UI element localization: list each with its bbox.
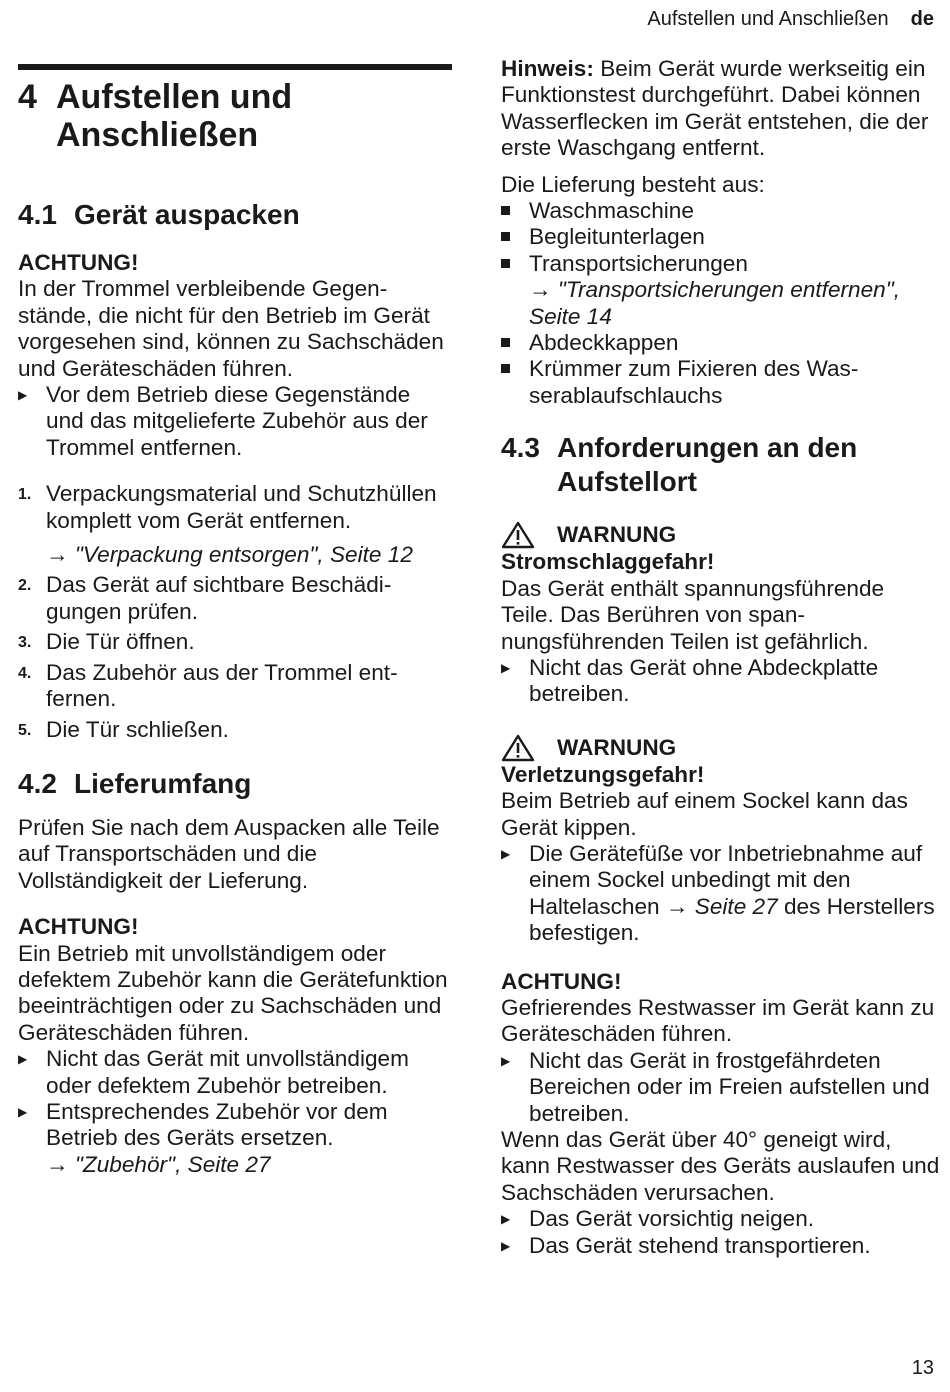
warning-triangle-icon <box>501 521 535 549</box>
list-item-text: Krümmer zum Fixieren des Wasserablaufschlauchs <box>529 356 859 408</box>
step-text: Die Tür schließen. <box>46 716 229 742</box>
step-item <box>18 572 452 625</box>
section-title: Lieferumfang <box>74 767 252 799</box>
hint-label: Hinweis: <box>501 56 594 81</box>
caution-text: In der Trommel verbleibende Gegenstände, die nicht für den Betrieb im Gerät vorgesehen sind, können zu Sachschäden und Geräteschäden führen. <box>18 276 444 381</box>
list-item <box>501 330 941 356</box>
section-title-line1: Anforderungen an den <box>557 432 858 464</box>
hint-text: Beim Gerät wurde werkseitig ein Funktionstest durchgeführt. Dabei können Wasserflecken im Gerät entstehen, die der erste Waschgang entfernt. <box>501 56 929 161</box>
bullet-square-icon <box>501 330 529 356</box>
caution-action <box>18 1046 452 1099</box>
caution-action <box>18 1099 452 1178</box>
list-item <box>501 198 941 224</box>
list-item <box>501 224 941 250</box>
delivery-list <box>501 198 941 409</box>
section-title <box>557 431 857 499</box>
chapter-number: 4 <box>18 78 37 116</box>
warning-text: Das Gerät enthält spannungsführende Teile. Das Berühren von spannungsführenden Teilen ist gefährlich. <box>501 575 885 654</box>
step-item <box>18 629 452 655</box>
action-arrow-icon: ▶ <box>18 1052 28 1067</box>
action-text: Das Gerät stehend transportieren. <box>529 1232 871 1258</box>
list-item-text: Waschmaschine <box>529 198 694 224</box>
page-reference-link[interactable]: Seite 27 <box>694 893 778 919</box>
section-number: 4.2 <box>18 767 57 799</box>
action-arrow-icon: ▶ <box>501 1053 511 1068</box>
action-text: Nicht das Gerät ohne Abdeckplatte betreiben. <box>529 654 879 707</box>
chapter-title-line1: Aufstellen und <box>56 78 293 116</box>
caution-label: ACHTUNG! <box>18 914 139 940</box>
bullet-square-icon <box>501 224 529 250</box>
caution-label: ACHTUNG! <box>18 250 139 275</box>
step-item <box>18 660 452 713</box>
transport-reference-link[interactable]: → "Transportsicherungen entfernen", Seite 14 <box>529 277 901 329</box>
warning-label: WARNUNG <box>557 522 677 548</box>
tilt-action <box>501 1233 941 1259</box>
section-number: 4.3 <box>501 432 540 464</box>
list-item <box>501 251 941 330</box>
delivery-intro-text: Prüfen Sie nach dem Auspacken alle Teile auf Transportschäden und die Vollständigkeit der Lieferung. <box>18 814 440 893</box>
warning-triangle-icon <box>501 734 535 762</box>
hint-paragraph <box>501 56 941 162</box>
action-arrow-icon: ▶ <box>501 660 511 675</box>
bullet-square-icon <box>501 356 529 409</box>
step-text: Die Tür öffnen. <box>46 629 195 655</box>
step-number: 4. <box>18 664 32 682</box>
section-number: 4.1 <box>18 199 57 230</box>
action-arrow-icon: ▶ <box>18 388 28 403</box>
warning-text: Beim Betrieb auf einem Sockel kann das Gerät kippen. <box>501 788 908 840</box>
header-language: de <box>910 8 934 30</box>
step-number: 5. <box>18 721 32 739</box>
action-text: Nicht das Gerät in frostgefährdeten Bereichen oder im Freien aufstellen und betreiben. <box>529 1047 930 1126</box>
step-number: 2. <box>18 577 32 595</box>
left-column <box>18 0 452 1178</box>
section-4-1-heading <box>18 198 452 232</box>
section-4-2-heading <box>18 767 452 801</box>
step-text: Verpackungsmaterial und Schutzhüllen komplett vom Gerät entfernen. <box>46 481 437 533</box>
chapter-title <box>18 78 452 154</box>
page-header <box>647 8 934 31</box>
chapter-title-line2: Anschließen <box>56 116 259 154</box>
caution-text: Gefrierendes Restwasser im Gerät kann zu Geräteschäden führen. <box>501 994 935 1047</box>
step-item <box>18 717 452 743</box>
chapter-title-text <box>56 78 292 154</box>
step-text: Das Zubehör aus der Trommel entfernen. <box>46 659 398 712</box>
tilt-action <box>501 1206 941 1232</box>
unpack-steps <box>18 481 452 743</box>
action-text-post: des Herstellers befestigen. <box>529 893 935 946</box>
tilt-text: Wenn das Gerät über 40° geneigt wird, kann Restwasser des Geräts auslaufen und Sachschäden verursachen. <box>501 1127 940 1205</box>
step-item <box>18 481 452 568</box>
right-column <box>501 56 941 1259</box>
list-item-text: Begleitunterlagen <box>529 224 705 250</box>
warning-action <box>501 655 941 708</box>
list-item <box>501 356 941 409</box>
caution-text: Ein Betrieb mit unvollständigem oder defektem Zubehör kann die Gerätefunktion beeinträchtigen oder zu Sachschäden und Geräteschäden führen. <box>18 940 448 1045</box>
warning-heading <box>501 734 941 762</box>
bullet-square-icon <box>501 198 529 224</box>
section-4-3-heading <box>501 431 941 499</box>
step-reference-link[interactable]: → "Verpackung entsorgen", Seite 12 <box>46 542 413 568</box>
step-number: 1. <box>18 486 32 504</box>
action-text: Vor dem Betrieb diese Gegenstände und das mitgelieferte Zubehör aus der Trommel entfernen. <box>46 382 428 460</box>
chapter-rule <box>18 64 452 70</box>
action-text: Nicht das Gerät mit unvollständigem oder defektem Zubehör betreiben. <box>46 1046 409 1098</box>
warning-heading <box>501 521 941 549</box>
warning-action <box>501 841 941 947</box>
action-arrow-icon: ▶ <box>501 1212 511 1227</box>
caution-action <box>18 382 452 461</box>
caution-action <box>501 1048 941 1127</box>
section-title: Gerät auspacken <box>74 199 300 230</box>
warning-title: Stromschlaggefahr! <box>501 549 715 575</box>
step-number: 3. <box>18 634 32 652</box>
warning-label: WARNUNG <box>557 734 677 760</box>
list-item-text: Abdeckkappen <box>529 330 679 356</box>
list-item-text: Transportsicherungen <box>529 250 748 276</box>
section-title-line2: Aufstellort <box>557 466 697 498</box>
warning-title: Verletzungsgefahr! <box>501 761 705 787</box>
step-text: Das Gerät auf sichtbare Beschädigungen prüfen. <box>46 572 392 624</box>
action-arrow-icon: ▶ <box>18 1104 28 1119</box>
delivery-list-intro: Die Lieferung besteht aus: <box>501 171 765 197</box>
action-text-pre: Die Gerätefüße vor Inbetriebnahme auf einem Sockel unbedingt mit den Haltelaschen → <box>529 840 923 919</box>
action-arrow-icon: ▶ <box>501 846 511 861</box>
action-text <box>529 841 941 947</box>
action-text: Das Gerät vorsichtig neigen. <box>529 1206 815 1232</box>
header-section: Aufstellen und Anschließen <box>647 8 889 30</box>
page-number: 13 <box>911 1357 934 1379</box>
action-text: Entsprechendes Zubehör vor dem Betrieb des Geräts ersetzen. <box>46 1098 388 1151</box>
action-arrow-icon: ▶ <box>501 1238 511 1253</box>
accessory-reference-link[interactable]: → "Zubehör", Seite 27 <box>46 1151 271 1177</box>
caution-label: ACHTUNG! <box>501 968 622 994</box>
bullet-square-icon <box>501 251 529 330</box>
